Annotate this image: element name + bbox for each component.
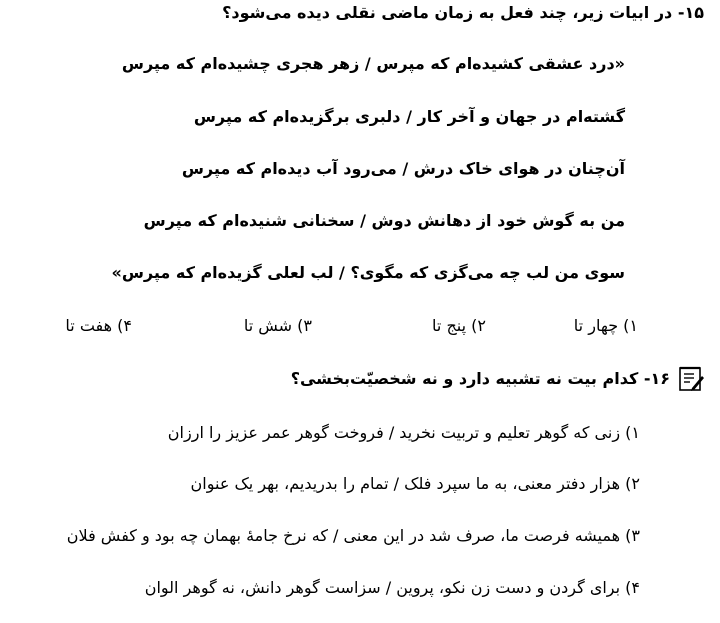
q16-option-1[interactable]: ۱) زنی که گوهر تعلیم و تربیت نخرید / فروخت گوهر عمر عزیز را ارزان — [167, 423, 640, 442]
verse-line: سوی من لب چه می‌گزی که مگوی؟ / لب لعلی گزیده‌ام که مپرس» — [111, 263, 625, 282]
q15-option-3[interactable]: ۳) شش تا — [243, 316, 312, 335]
q15-option-4[interactable]: ۴) هفت تا — [65, 316, 132, 335]
q16-option-3[interactable]: ۳) همیشه فرصت ما، صرف شد در این معنی / که نرخ جامهٔ بهمان چه بود و کفش فلان — [66, 526, 640, 545]
verse-line: «درد عشقی کشیده‌ام که مپرس / زهر هجری چشیده‌ام که مپرس — [121, 54, 625, 73]
q16-option-2[interactable]: ۲) هزار دفتر معنی، به ما سپرد فلک / تمام را بدریدیم، بهر یک عنوان — [190, 474, 640, 493]
q15-option-1[interactable]: ۱) چهار تا — [573, 316, 638, 335]
question-16-title: ۱۶- کدام بیت نه تشبیه دارد و نه شخصیّت‌بخشی؟ — [290, 369, 670, 388]
question-15-title: ۱۵- در ابیات زیر، چند فعل به زمان ماضی نقلی دیده می‌شود؟ — [222, 3, 704, 22]
verse-line: من به گوش خود از دهانش دوش / سخنانی شنیده‌ام که مپرس — [143, 211, 625, 230]
verse-line: آن‌چنان در هوای خاک درش / می‌رود آب دیده‌ام که مپرس — [181, 159, 625, 178]
q15-option-2[interactable]: ۲) پنج تا — [432, 316, 486, 335]
note-edit-icon[interactable] — [676, 364, 706, 394]
q16-option-4[interactable]: ۴) برای گردن و دست زن نکو، پروین / سزاست گوهر دانش، نه گوهر الوان — [144, 578, 640, 597]
verse-line: گشته‌ام در جهان و آخر کار / دلبری برگزیده‌ام که مپرس — [193, 107, 625, 126]
